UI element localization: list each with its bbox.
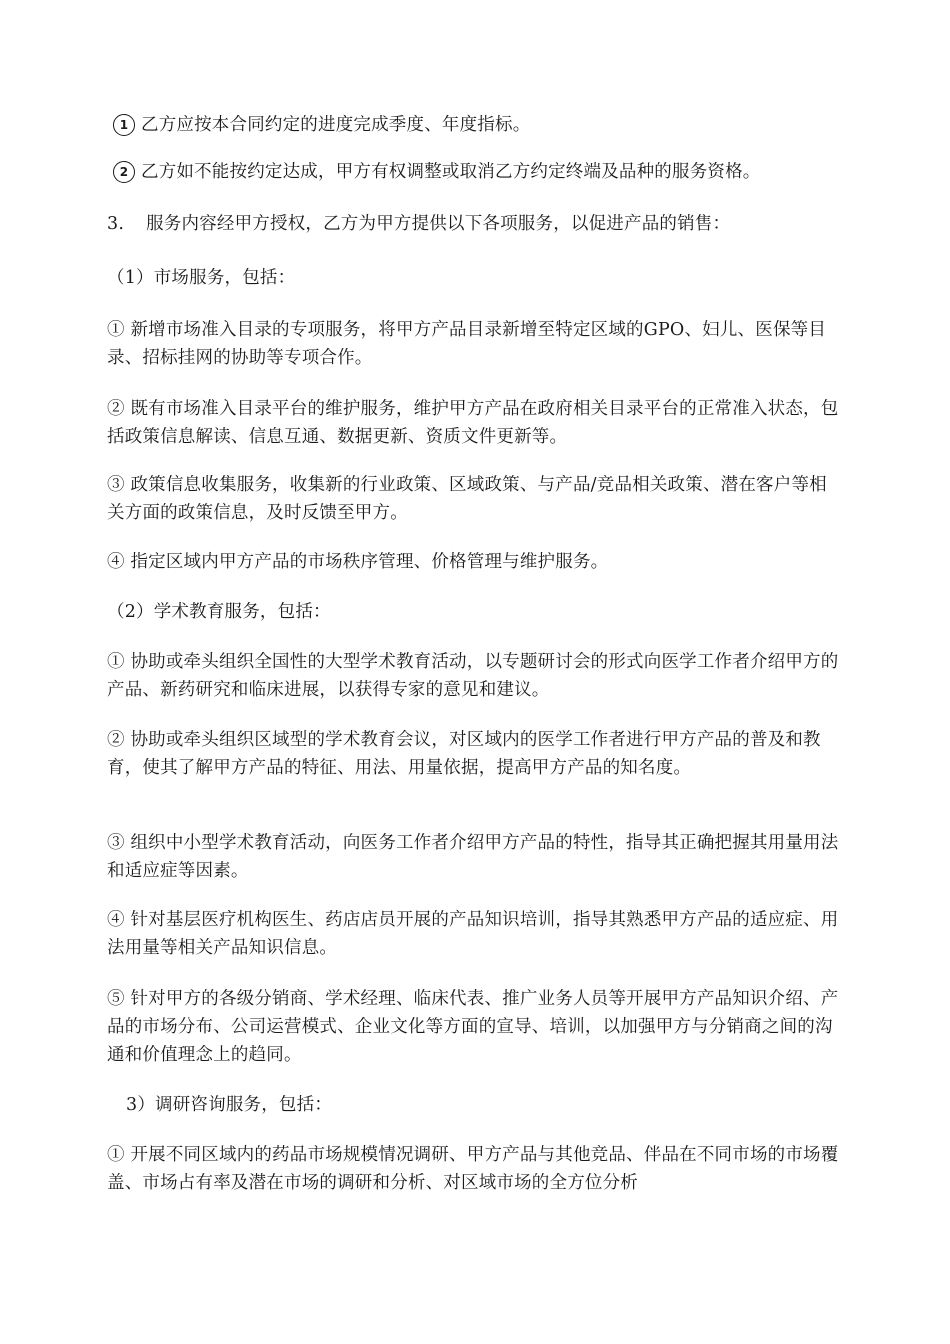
- paragraph-academic-3: ③ 组织中小型学术教育活动，向医务工作者介绍甲方产品的特性，指导其正确把握其用量用法和适应症等因素。: [107, 833, 839, 881]
- paragraph-market-2: ② 既有市场准入目录平台的维护服务，维护甲方产品在政府相关目录平台的正常准入状态，包括政策信息解读、信息互通、数据更新、资质文件更新等。: [107, 399, 839, 447]
- paragraph-market-4: ④ 指定区域内甲方产品的市场秩序管理、价格管理与维护服务。: [107, 552, 609, 572]
- paragraph-circled-2: [113, 158, 873, 186]
- paragraph-text: 乙方应按本合同约定的进度完成季度、年度指标。: [141, 115, 531, 135]
- subsection-research-services: 3）调研咨询服务，包括：: [126, 1095, 333, 1115]
- subsection-market-services: （1）市场服务，包括：: [107, 268, 296, 288]
- paragraph-academic-1: ① 协助或牵头组织全国性的大型学术教育活动，以专题研讨会的形式向医学工作者介绍甲方的产品、新药研究和临床进展，以获得专家的意见和建议。: [107, 652, 839, 700]
- circled-number-2: 2: [113, 161, 135, 183]
- paragraph-text: 服务内容经甲方授权，乙方为甲方提供以下各项服务，以促进产品的销售：: [146, 214, 731, 234]
- section-number: 3.: [107, 214, 125, 234]
- subsection-academic-services: （2）学术教育服务，包括：: [107, 602, 331, 622]
- paragraph-text: 乙方如不能按约定达成，甲方有权调整或取消乙方约定终端及品种的服务资格。: [141, 162, 761, 182]
- paragraph-market-3: ③ 政策信息收集服务，收集新的行业政策、区域政策、与产品/竞品相关政策、潜在客户等相关方面的政策信息，及时反馈至甲方。: [107, 475, 827, 523]
- paragraph-academic-5: ⑤ 针对甲方的各级分销商、学术经理、临床代表、推广业务人员等开展甲方产品知识介绍、产品的市场分布、公司运营模式、企业文化等方面的宣导、培训，以加强甲方与分销商之间的沟通和价值理念上的趋同。: [107, 989, 839, 1065]
- paragraph-market-1: ① 新增市场准入目录的专项服务，将甲方产品目录新增至特定区域的GPO、妇儿、医保等目录、招标挂网的协助等专项合作。: [107, 320, 827, 368]
- section-3-heading: [107, 210, 842, 238]
- paragraph-research-1: ① 开展不同区域内的药品市场规模情况调研、甲方产品与其他竞品、伴品在不同市场的市场覆盖、市场占有率及潜在市场的调研和分析、对区域市场的全方位分析: [107, 1145, 839, 1193]
- circled-number-1: 1: [113, 114, 135, 136]
- paragraph-academic-2: ② 协助或牵头组织区域型的学术教育会议，对区域内的医学工作者进行甲方产品的普及和教育，使其了解甲方产品的特征、用法、用量依据，提高甲方产品的知名度。: [107, 730, 821, 778]
- paragraph-academic-4: ④ 针对基层医疗机构医生、药店店员开展的产品知识培训，指导其熟悉甲方产品的适应症、用法用量等相关产品知识信息。: [107, 910, 839, 958]
- paragraph-circled-1: [113, 111, 848, 139]
